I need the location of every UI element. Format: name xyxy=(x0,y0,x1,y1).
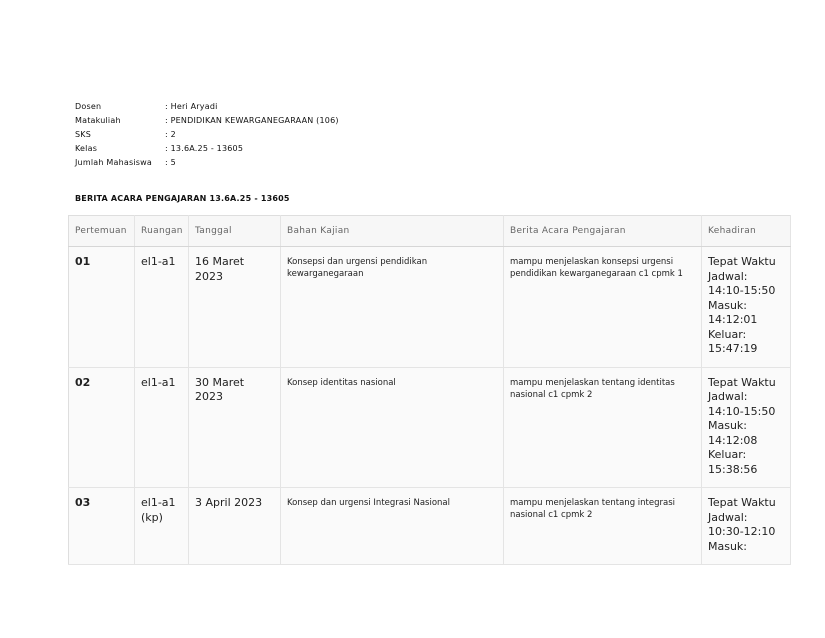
info-value: : PENDIDIKAN KEWARGANEGARAAN (106) xyxy=(165,116,339,125)
cell-tanggal: 3 April 2023 xyxy=(189,488,281,565)
column-header-ruangan: Ruangan xyxy=(135,216,189,247)
info-value: : 13.6A.25 - 13605 xyxy=(165,144,244,153)
kehadiran-keluar-label: Keluar: xyxy=(708,327,747,341)
info-row-sks xyxy=(75,128,339,142)
info-label: SKS xyxy=(75,130,92,139)
column-header-kehadiran: Kehadiran xyxy=(702,216,791,247)
kehadiran-status: Tepat Waktu xyxy=(708,496,776,509)
kehadiran-masuk-value: 14:12:01 xyxy=(708,313,758,326)
kehadiran-keluar-value: 15:47:19 xyxy=(708,342,758,355)
kehadiran-keluar-value: 15:38:56 xyxy=(708,462,758,476)
cell-pertemuan: 03 xyxy=(69,488,135,565)
info-value: : Heri Aryadi xyxy=(165,102,218,111)
teaching-report-table xyxy=(68,215,791,565)
info-value: : 5 xyxy=(165,158,176,167)
column-header-berita-acara: Berita Acara Pengajaran xyxy=(504,216,702,247)
cell-ruangan: el1-a1 xyxy=(135,367,189,488)
info-label: Jumlah Mahasiswa xyxy=(75,158,152,167)
column-header-tanggal: Tanggal xyxy=(189,216,281,247)
kehadiran-jadwal-label: Jadwal: xyxy=(708,510,748,524)
cell-kehadiran xyxy=(702,488,791,565)
section-title: BERITA ACARA PENGAJARAN 13.6A.25 - 13605 xyxy=(75,194,290,203)
kehadiran-status: Tepat Waktu xyxy=(708,255,776,268)
table-row xyxy=(69,367,791,488)
kehadiran-status: Tepat Waktu xyxy=(708,375,776,389)
cell-tanggal: 30 Maret 2023 xyxy=(189,367,281,488)
table-header-row xyxy=(69,216,791,247)
kehadiran-jadwal-label: Jadwal: xyxy=(708,390,748,403)
info-value: : 2 xyxy=(165,130,176,139)
cell-berita-acara: mampu menjelaskan konsepsi urgensi pendidikan kewarganegaraan c1 cpmk 1 xyxy=(504,247,702,368)
kehadiran-masuk-label: Masuk: xyxy=(708,298,748,312)
cell-ruangan: el1-a1 xyxy=(135,247,189,368)
info-row-kelas xyxy=(75,142,339,156)
table-row xyxy=(69,488,791,565)
info-row-dosen xyxy=(75,100,339,114)
kehadiran-keluar-label: Keluar: xyxy=(708,448,747,461)
column-header-pertemuan: Pertemuan xyxy=(69,216,135,247)
info-row-jumlah-mahasiswa xyxy=(75,156,339,170)
kehadiran-jadwal-value: 14:10-15:50 xyxy=(708,404,776,418)
cell-bahan-kajian: Konsep dan urgensi Integrasi Nasional xyxy=(281,488,504,565)
cell-bahan-kajian: Konsep identitas nasional xyxy=(281,367,504,488)
kehadiran-masuk-label: Masuk: xyxy=(708,539,748,553)
cell-berita-acara: mampu menjelaskan tentang identitas nasional c1 cpmk 2 xyxy=(504,367,702,488)
cell-tanggal: 16 Maret 2023 xyxy=(189,247,281,368)
kehadiran-masuk-label: Masuk: xyxy=(708,419,748,432)
cell-kehadiran xyxy=(702,367,791,488)
column-header-bahan-kajian: Bahan Kajian xyxy=(281,216,504,247)
cell-pertemuan: 02 xyxy=(69,367,135,488)
course-info xyxy=(75,100,339,170)
kehadiran-jadwal-label: Jadwal: xyxy=(708,269,748,283)
cell-bahan-kajian: Konsepsi dan urgensi pendidikan kewarganegaraan xyxy=(281,247,504,368)
kehadiran-masuk-value: 14:12:08 xyxy=(708,433,758,447)
cell-pertemuan: 01 xyxy=(69,247,135,368)
info-label: Kelas xyxy=(75,144,98,153)
cell-berita-acara: mampu menjelaskan tentang integrasi nasional c1 cpmk 2 xyxy=(504,488,702,565)
table-row xyxy=(69,247,791,368)
info-label: Dosen xyxy=(75,102,102,111)
cell-kehadiran xyxy=(702,247,791,368)
kehadiran-jadwal-value: 10:30-12:10 xyxy=(708,525,776,538)
cell-ruangan: el1-a1 (kp) xyxy=(135,488,189,565)
kehadiran-jadwal-value: 14:10-15:50 xyxy=(708,284,776,297)
info-label: Matakuliah xyxy=(75,116,121,125)
info-row-matakuliah xyxy=(75,114,339,128)
